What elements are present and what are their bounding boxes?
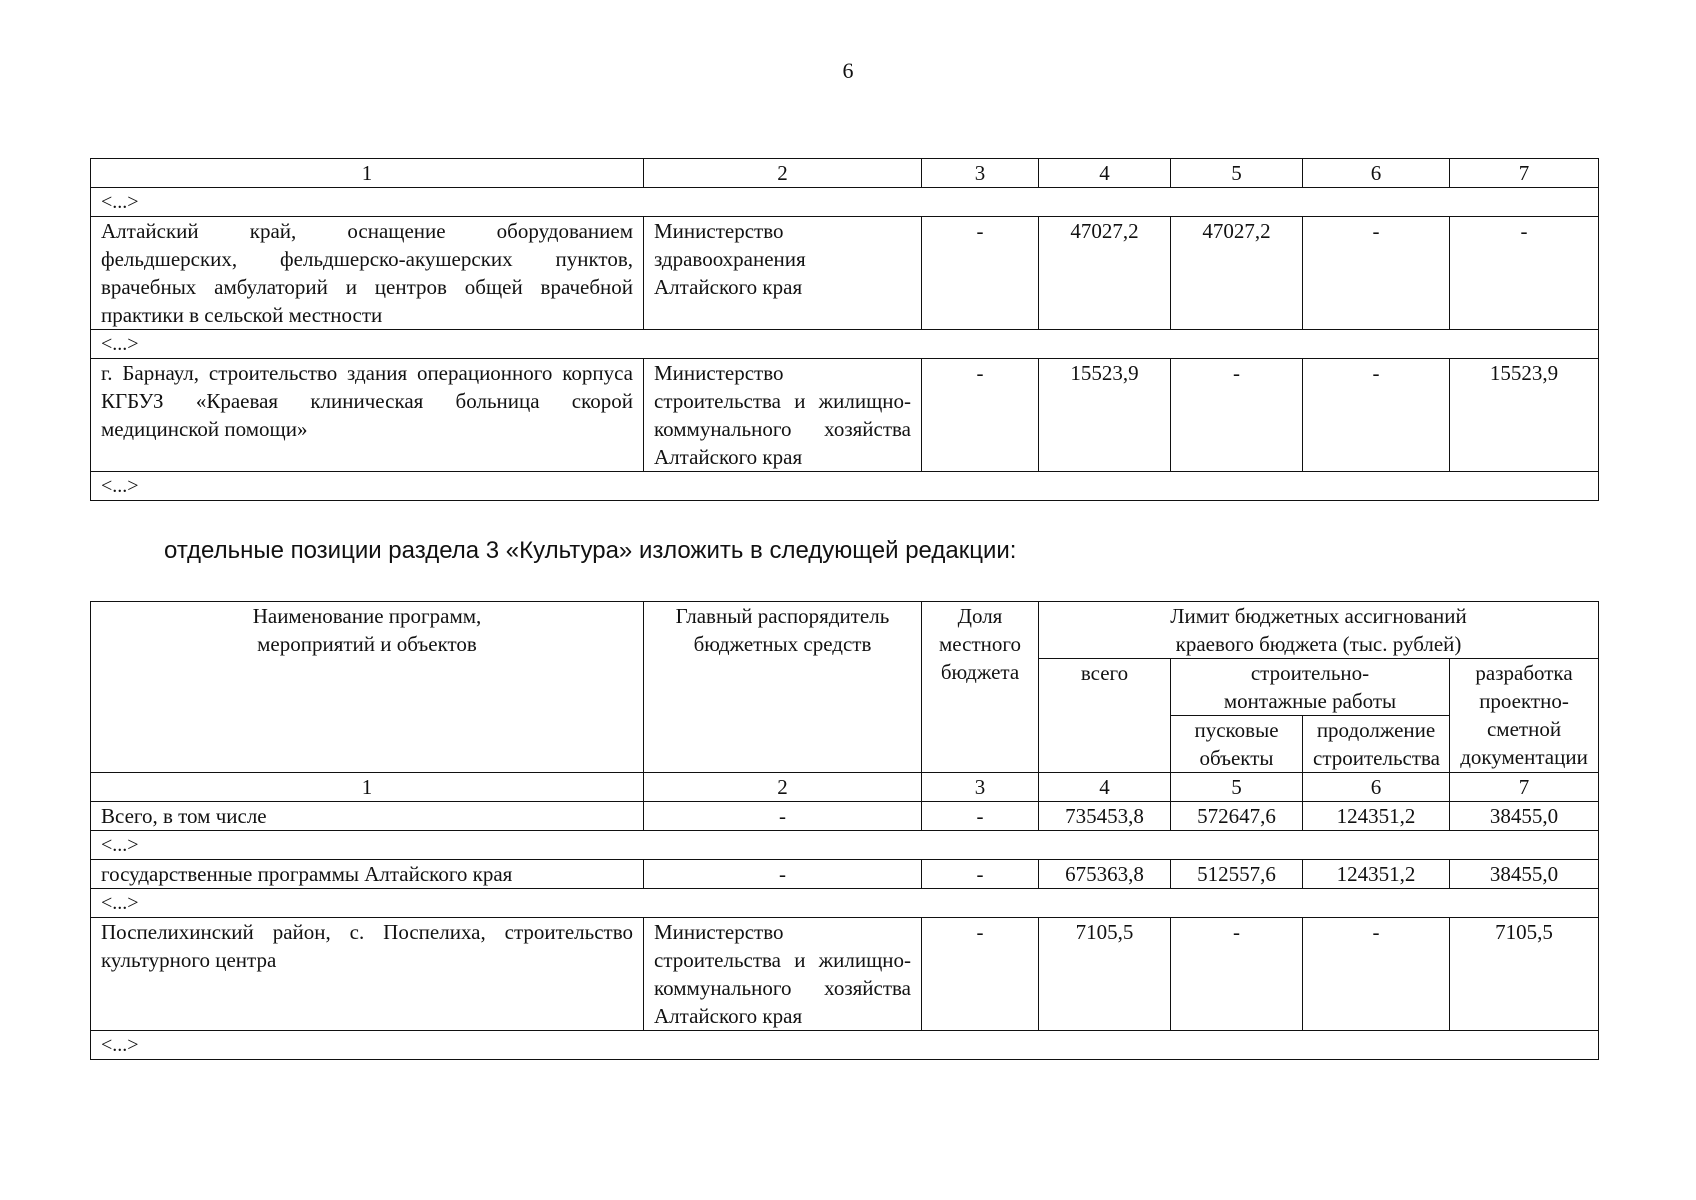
header-launch: пусковые объекты: [1171, 716, 1303, 773]
value-cell: 38455,0: [1450, 860, 1599, 889]
value-cell: -: [922, 217, 1039, 330]
column-number-row: [91, 773, 1599, 802]
value-cell: 7105,5: [1039, 918, 1171, 1031]
ellipsis-cell: <...>: [91, 472, 1599, 501]
header-total: всего: [1039, 659, 1171, 773]
table-row: [91, 359, 1599, 472]
table-row: [91, 217, 1599, 330]
column-number: 1: [91, 773, 644, 802]
column-number: 6: [1303, 159, 1450, 188]
value-cell: 124351,2: [1303, 802, 1450, 831]
ministry-name: -: [644, 802, 922, 831]
ellipsis-cell: <...>: [91, 889, 1599, 918]
value-cell: 47027,2: [1039, 217, 1171, 330]
column-number: 6: [1303, 773, 1450, 802]
ellipsis-cell: <...>: [91, 188, 1599, 217]
ellipsis-row: [91, 472, 1599, 501]
ellipsis-row: [91, 330, 1599, 359]
header-continuation: продолжение строительства: [1303, 716, 1450, 773]
table-row: [91, 918, 1599, 1031]
budget-table-culture: [90, 601, 1599, 1060]
ellipsis-row: [91, 188, 1599, 217]
ellipsis-cell: <...>: [91, 1031, 1599, 1060]
value-cell: 15523,9: [1039, 359, 1171, 472]
value-cell: -: [922, 359, 1039, 472]
header-share: Доля местного бюджета: [922, 602, 1039, 773]
column-number: 4: [1039, 159, 1171, 188]
ministry-name: Министерство строительства и жилищно-коммунального хозяйства Алтайского края: [644, 918, 922, 1031]
value-cell: -: [1171, 359, 1303, 472]
value-cell: 47027,2: [1171, 217, 1303, 330]
object-name: Поспелихинский район, с. Поспелиха, строительство культурного центра: [91, 918, 644, 1031]
header-limit: Лимит бюджетных ассигнований краевого бюджета (тыс. рублей): [1039, 602, 1599, 659]
value-cell: -: [922, 802, 1039, 831]
column-number: 7: [1450, 773, 1599, 802]
section-paragraph: отдельные позиции раздела 3 «Культура» изложить в следующей редакции:: [164, 537, 1017, 564]
value-cell: -: [1303, 359, 1450, 472]
column-number: 7: [1450, 159, 1599, 188]
ellipsis-row: [91, 1031, 1599, 1060]
ellipsis-cell: <...>: [91, 330, 1599, 359]
value-cell: -: [922, 860, 1039, 889]
object-name: государственные программы Алтайского края: [91, 860, 644, 889]
column-number: 2: [644, 159, 922, 188]
value-cell: 7105,5: [1450, 918, 1599, 1031]
value-cell: -: [1303, 217, 1450, 330]
value-cell: -: [1303, 918, 1450, 1031]
ellipsis-row: [91, 889, 1599, 918]
column-number: 3: [922, 159, 1039, 188]
ellipsis-row: [91, 831, 1599, 860]
object-name: Всего, в том числе: [91, 802, 644, 831]
header-design: разработка проектно-сметной документации: [1450, 659, 1599, 773]
object-name: Алтайский край, оснащение оборудованием фельдшерских, фельдшерско-акушерских пунктов, врачебных амбулаторий и центров общей врачебной практики в сельской местности: [91, 217, 644, 330]
budget-table-health: [90, 158, 1599, 501]
column-number: 1: [91, 159, 644, 188]
value-cell: 124351,2: [1303, 860, 1450, 889]
value-cell: 572647,6: [1171, 802, 1303, 831]
header-name: Наименование программ, мероприятий и объектов: [91, 602, 644, 773]
value-cell: -: [1171, 918, 1303, 1031]
column-number: 2: [644, 773, 922, 802]
column-number: 5: [1171, 159, 1303, 188]
column-number: 3: [922, 773, 1039, 802]
value-cell: 675363,8: [1039, 860, 1171, 889]
ministry-name: -: [644, 860, 922, 889]
column-number-row: [91, 159, 1599, 188]
header-construction: строительно-монтажные работы: [1171, 659, 1450, 716]
ministry-name: Министерство здравоохранения Алтайского края: [644, 217, 922, 330]
page-number: 6: [842, 58, 854, 83]
ministry-name: Министерство строительства и жилищно-коммунального хозяйства Алтайского края: [644, 359, 922, 472]
header-ministry: Главный распорядитель бюджетных средств: [644, 602, 922, 773]
value-cell: 38455,0: [1450, 802, 1599, 831]
value-cell: 735453,8: [1039, 802, 1171, 831]
value-cell: -: [1450, 217, 1599, 330]
value-cell: 15523,9: [1450, 359, 1599, 472]
table-row: [91, 802, 1599, 831]
object-name: г. Барнаул, строительство здания операционного корпуса КГБУЗ «Краевая клиническая больница скорой медицинской помощи»: [91, 359, 644, 472]
value-cell: -: [922, 918, 1039, 1031]
header-row: [91, 602, 1599, 659]
table-row: [91, 860, 1599, 889]
column-number: 5: [1171, 773, 1303, 802]
value-cell: 512557,6: [1171, 860, 1303, 889]
ellipsis-cell: <...>: [91, 831, 1599, 860]
column-number: 4: [1039, 773, 1171, 802]
